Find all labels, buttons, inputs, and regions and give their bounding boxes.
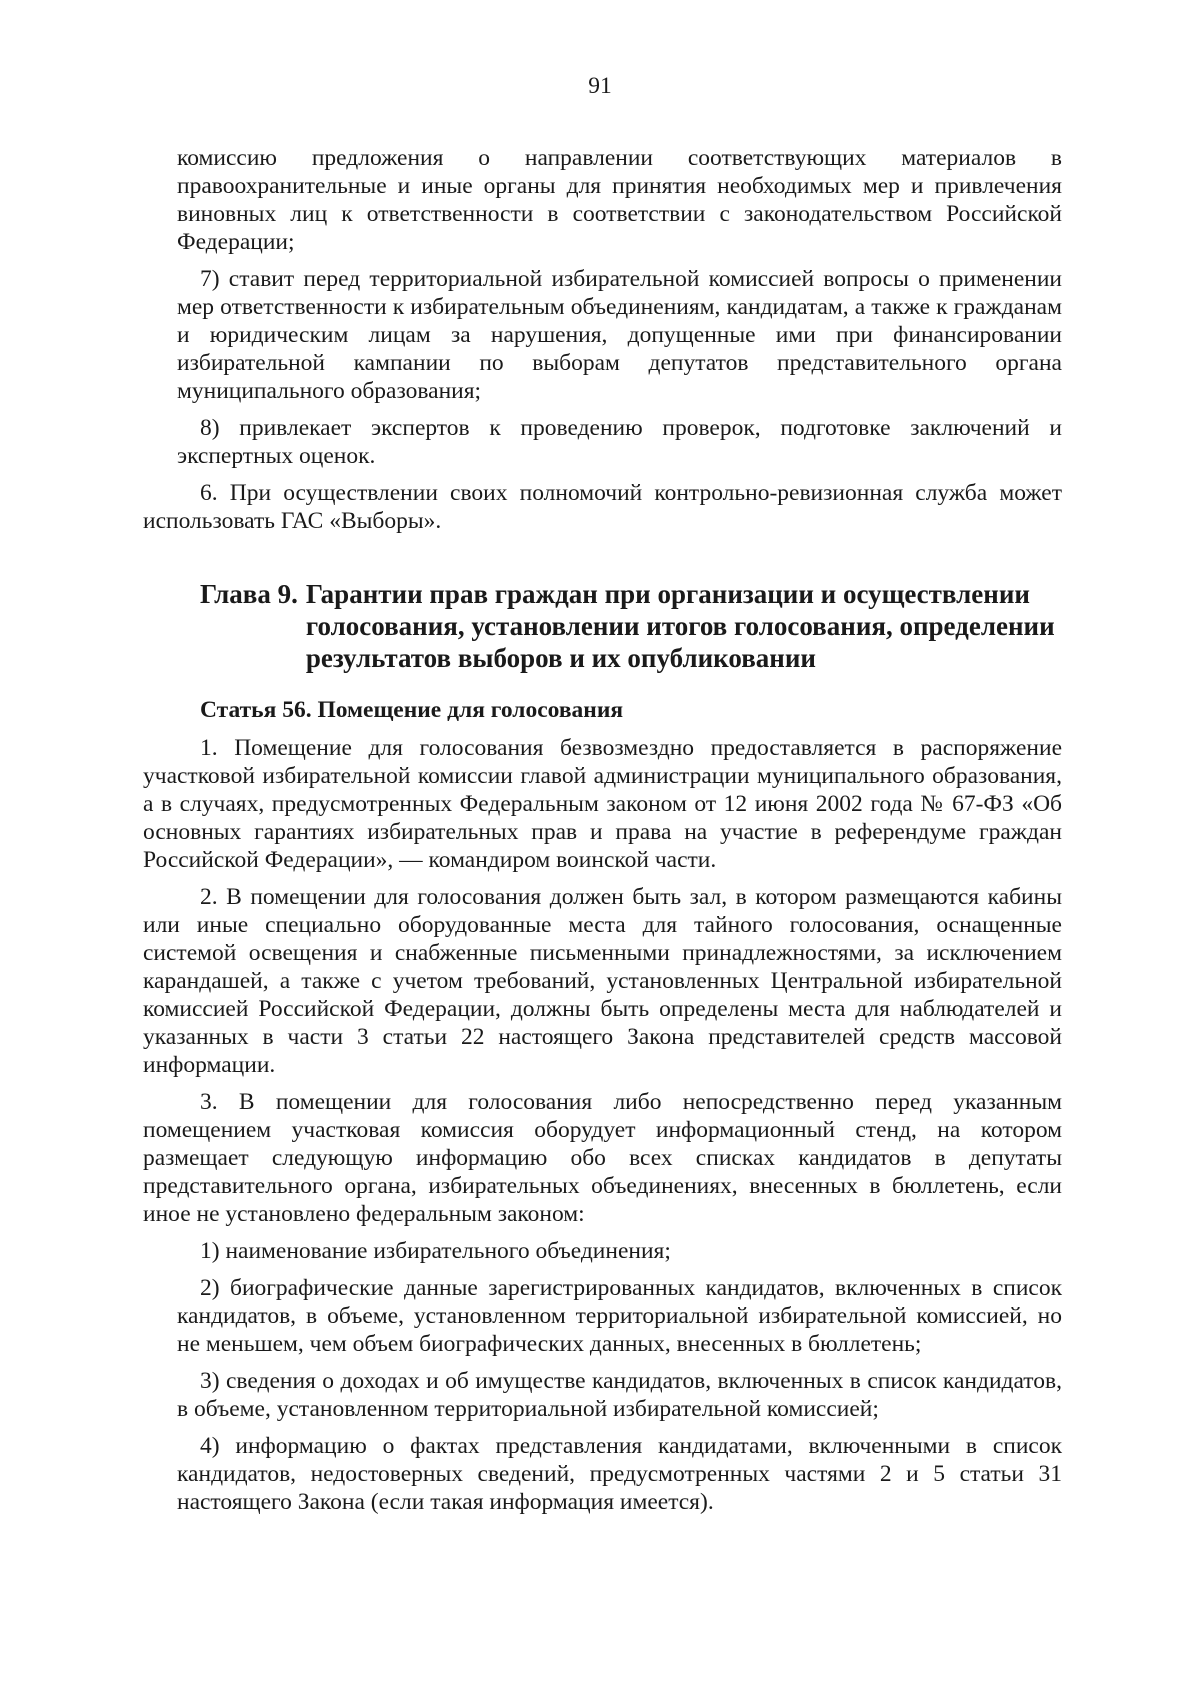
list-item-8: 8) привлекает экспертов к проведению проверок, подготовке заключений и экспертных оценок. bbox=[177, 415, 1062, 469]
article-point-1: 1. Помещение для голосования безвозмездно предоставляется в распоряжение участковой избирательной комиссии главой администрации муниципального образования, а в случаях, предусмотренных Федеральным законом от 12 июня 2002 года № 67-ФЗ «Об основных гарантиях избирательных прав и права на участие в референдуме граждан Российской Федерации», — командиром воинской части. bbox=[143, 735, 1062, 873]
page-number: 91 bbox=[588, 73, 612, 99]
list-item-7: 7) ставит перед территориальной избирательной комиссией вопросы о применении мер ответственности к избирательным объединениям, кандидатам, а также к гражданам и юридическим лицам за нарушения, допущенные ими при финансировании избирательной кампании по выборам депутатов представительного органа муниципального образования; bbox=[177, 266, 1062, 404]
chapter-label: Глава 9. bbox=[200, 579, 298, 609]
article-heading: Статья 56. Помещение для голосования bbox=[200, 697, 624, 723]
continuation-paragraph: комиссию предложения о направлении соответствующих материалов в правоохранительные и иные органы для принятия необходимых мер и привлечения виновных лиц к ответственности в соответствии с законодательством Российской Федерации; bbox=[177, 145, 1062, 255]
chapter-title: Гарантии прав граждан при организации и осуществлении голосования, установлении итогов голосования, определении результатов выборов и их опубликовании bbox=[305, 579, 1055, 673]
sub-item-4: 4) информацию о фактах представления кандидатами, включенными в список кандидатов, недостоверных сведений, предусмотренных частями 2 и 5 статьи 31 настоящего Закона (если такая информация имеется). bbox=[177, 1433, 1062, 1515]
article-point-2: 2. В помещении для голосования должен быть зал, в котором размещаются кабины или иные специально оборудованные места для тайного голосования, оснащенные системой освещения и снабженные письменными принадлежностями, за исключением карандашей, а также с учетом требований, установленных Центральной избирательной комиссией Российской Федерации, должны быть определены места для наблюдателей и указанных в части 3 статьи 22 настоящего Закона представителей средств массовой информации. bbox=[143, 884, 1062, 1078]
document-body bbox=[143, 144, 1062, 1525]
sub-item-2: 2) биографические данные зарегистрированных кандидатов, включенных в список кандидатов, в объеме, установленном территориальной избирательной комиссией, но не меньшем, чем объем биографических данных, внесенных в бюллетень; bbox=[177, 1275, 1062, 1357]
sub-item-3: 3) сведения о доходах и об имуществе кандидатов, включенных в список кандидатов, в объеме, установленном территориальной избирательной комиссией; bbox=[177, 1368, 1062, 1422]
chapter-heading bbox=[200, 578, 1062, 674]
article-point-3: 3. В помещении для голосования либо непосредственно перед указанным помещением участковая комиссия оборудует информационный стенд, на котором размещает следующую информацию обо всех списках кандидатов в депутаты представительного органа, избирательных объединениях, внесенных в бюллетень, если иное не установлено федеральным законом: bbox=[143, 1089, 1062, 1227]
sub-item-1: 1) наименование избирательного объединения; bbox=[200, 1238, 671, 1264]
point-6-paragraph: 6. При осуществлении своих полномочий контрольно-ревизионная служба может использовать ГАС «Выборы». bbox=[143, 480, 1062, 534]
